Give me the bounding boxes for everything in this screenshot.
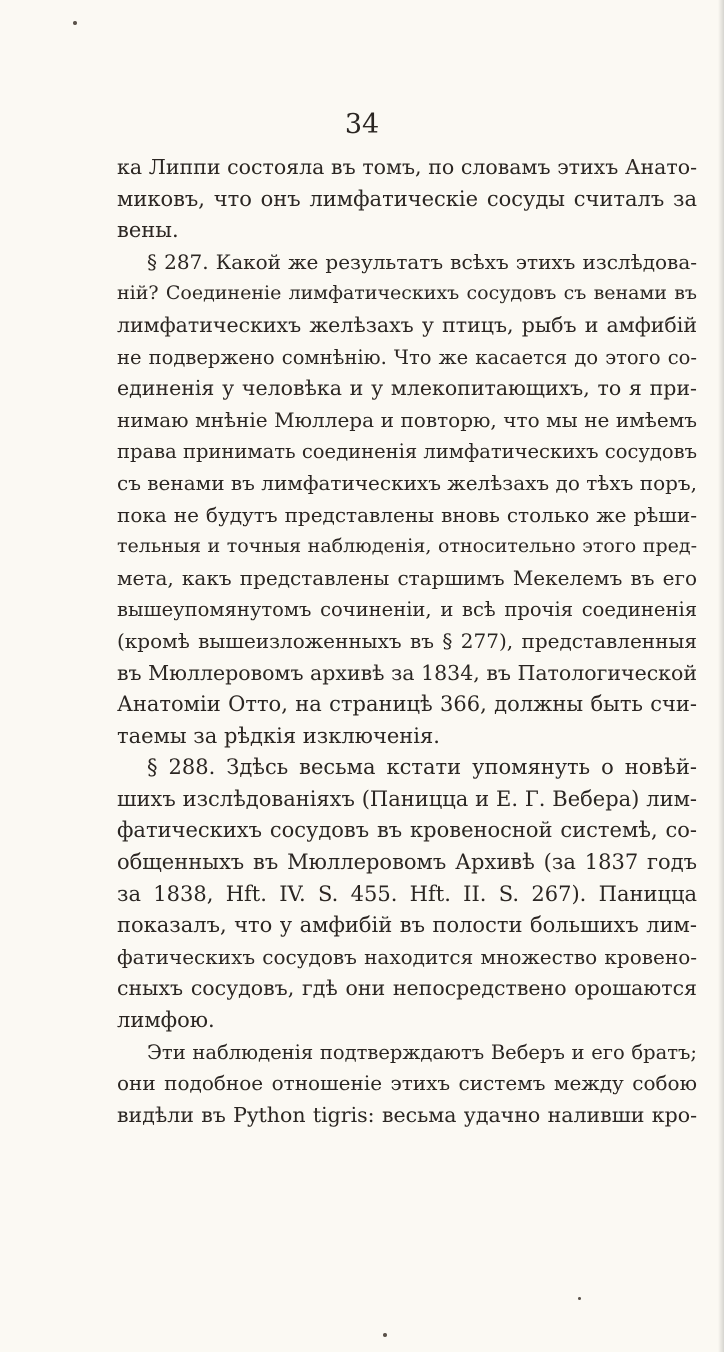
text-line: за 1838, Hft. IV. S. 455. Hft. II. S. 267). Паницца bbox=[117, 881, 697, 906]
text-line: (кромѣ вышеизложенныхъ въ § 277), представленныя bbox=[117, 628, 697, 653]
text-line: тельныя и точныя наблюденія, относительно этого пред- bbox=[117, 535, 697, 558]
text-line: въ Мюллеровомъ архивѣ за 1834, въ Патологической bbox=[117, 660, 697, 685]
text-line: не подвержено сомнѣнію. Что же касается до этого со- bbox=[117, 345, 697, 369]
print-speck bbox=[73, 21, 77, 25]
text-line: миковъ, что онъ лимфатическіе сосуды считалъ за bbox=[117, 186, 697, 211]
body-text bbox=[117, 152, 697, 1131]
text-line: показалъ, что у амфибій въ полости большихъ лим- bbox=[117, 913, 697, 938]
text-line: нимаю мнѣніе Мюллера и повторю, что мы не имѣемъ bbox=[117, 407, 697, 432]
text-line: фатическихъ сосудовъ въ кровеносной системѣ, со- bbox=[117, 818, 697, 843]
text-line: видѣли въ Python tigris: весьма удачно наливши кро- bbox=[117, 1102, 697, 1127]
text-line: § 287. Какой же результатъ всѣхъ этихъ изслѣдова- bbox=[147, 249, 697, 274]
text-line: единенія у человѣка и у млекопитающихъ, то я при- bbox=[117, 376, 697, 401]
text-line: шихъ изслѣдованіяхъ (Паницца и Е. Г. Вебера) лим- bbox=[117, 786, 697, 811]
text-line: права принимать соединенія лимфатическихъ сосудовъ bbox=[117, 440, 697, 464]
text-line: мета, какъ представлены старшимъ Мекелемъ въ его bbox=[117, 565, 697, 590]
text-line: вены. bbox=[117, 218, 179, 243]
text-line: они подобное отношеніе этихъ системъ между собою bbox=[117, 1071, 697, 1096]
text-line: лимфою. bbox=[117, 1008, 215, 1033]
text-line: Эти наблюденія подтверждаютъ Веберъ и его братъ; bbox=[147, 1040, 697, 1064]
text-line: лимфатическихъ желѣзахъ у птицъ, рыбъ и амфибій bbox=[117, 312, 697, 337]
text-line: ка Липпи состояла въ томъ, по словамъ этихъ Анато- bbox=[117, 155, 697, 179]
print-speck bbox=[383, 1333, 387, 1337]
page-number: 34 bbox=[344, 109, 380, 140]
text-line: ній? Соединеніе лимфатическихъ сосудовъ съ венами въ bbox=[117, 282, 697, 305]
text-line: вышеупомянутомъ сочиненіи, и всѣ прочія соединенія bbox=[117, 598, 697, 622]
text-line: Анатоміи Отто, на страницѣ 366, должны быть счи- bbox=[117, 692, 697, 717]
print-speck bbox=[578, 1297, 581, 1300]
text-line: съ венами въ лимфатическихъ желѣзахъ до тѣхъ поръ, bbox=[117, 470, 697, 495]
text-line: общенныхъ въ Мюллеровомъ Архивѣ (за 1837 годъ bbox=[117, 850, 697, 875]
text-line: § 288. Здѣсь весьма кстати упомянуть о новѣй- bbox=[147, 755, 697, 780]
text-line: фатическихъ сосудовъ находится множество кровено- bbox=[117, 944, 697, 969]
text-line: таемы за рѣдкія изключенія. bbox=[117, 723, 440, 748]
text-line: пока не будутъ представлены вновь столько же рѣши- bbox=[117, 502, 697, 527]
text-line: сныхъ сосудовъ, гдѣ они непосредствено орошаются bbox=[117, 976, 697, 1001]
page-edge-shadow bbox=[718, 0, 724, 1352]
